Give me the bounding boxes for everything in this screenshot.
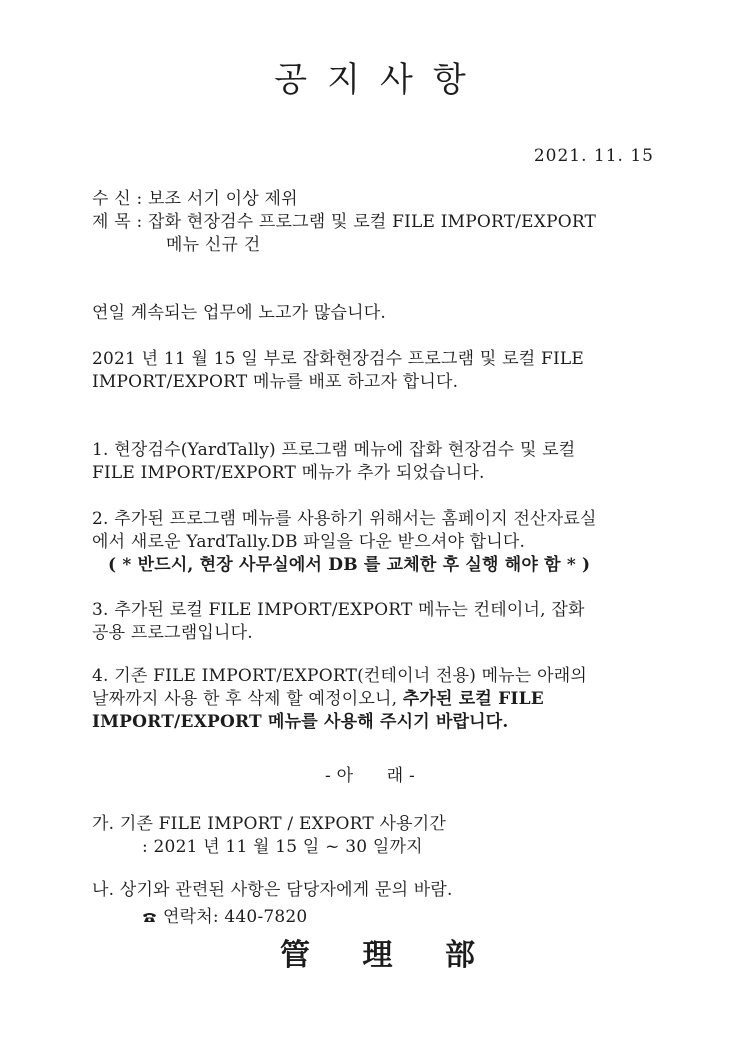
- item-1-line: FILE IMPORT/EXPORT 메뉴가 추가 되었습니다.: [92, 463, 485, 483]
- item-4: [92, 665, 657, 734]
- item-2: [92, 508, 657, 577]
- subject-line: 제 목 : 잡화 현장검수 프로그램 및 로컬 FILE IMPORT/EXPORT: [92, 212, 597, 232]
- item-2-line: 에서 새로운 YardTally.DB 파일을 다운 받으셔야 합니다.: [92, 532, 526, 552]
- item-4-emphasis: 추가된 로컬 FILE: [402, 689, 544, 709]
- department-char: 部: [445, 938, 475, 973]
- recipient-line: 수 신 : 보조 서기 이상 제위: [92, 189, 298, 209]
- item-4-emphasis: IMPORT/EXPORT 메뉴를 사용해 주시기 바랍니다.: [92, 712, 509, 732]
- item-3-line: 공용 프로그램입니다.: [92, 623, 253, 643]
- below-heading: - 아 래 -: [325, 766, 415, 786]
- detail-ga: 가. 기존 FILE IMPORT / EXPORT 사용기간: [92, 814, 446, 834]
- item-4-line: 날짜까지 사용 한 후 삭제 할 예정이오니,: [92, 689, 398, 709]
- detail-na: 나. 상기와 관련된 사항은 담당자에게 문의 바람.: [92, 880, 453, 900]
- item-3: [92, 599, 657, 645]
- contact-text: 연락처: 440-7820: [163, 907, 308, 927]
- greeting-text: 연일 계속되는 업무에 노고가 많습니다.: [92, 303, 386, 323]
- notice-date: 2021. 11. 15: [533, 146, 654, 166]
- department-char: 理: [362, 938, 393, 973]
- page-title: 공지사항: [274, 60, 486, 100]
- intro-paragraph: [92, 348, 657, 394]
- subject-line-continued: 메뉴 신규 건: [166, 235, 261, 255]
- telephone-icon: [142, 907, 157, 918]
- detail-ga-period: : 2021 년 11 월 15 일 ~ 30 일까지: [142, 837, 423, 857]
- item-2-note: ( * 반드시, 현장 사무실에서 DB 를 교체한 후 실행 해야 함 * ): [108, 555, 591, 575]
- item-2-line: 2. 추가된 프로그램 메뉴를 사용하기 위해서는 홈페이지 전산자료실: [92, 509, 597, 529]
- intro-line: 2021 년 11 월 15 일 부로 잡화현장검수 프로그램 및 로컬 FILE: [92, 349, 584, 369]
- intro-line: IMPORT/EXPORT 메뉴를 배포 하고자 합니다.: [92, 372, 459, 392]
- department-signature: [280, 930, 475, 974]
- item-1: [92, 439, 657, 485]
- contact-line: [142, 906, 307, 929]
- item-1-line: 1. 현장검수(YardTally) 프로그램 메뉴에 잡화 현장검수 및 로컬: [92, 440, 576, 460]
- item-3-line: 3. 추가된 로컬 FILE IMPORT/EXPORT 메뉴는 컨테이너, 잡화: [92, 600, 585, 620]
- item-4-line: 4. 기존 FILE IMPORT/EXPORT(컨테이너 전용) 메뉴는 아래의: [92, 666, 588, 686]
- department-char: 管: [280, 938, 310, 973]
